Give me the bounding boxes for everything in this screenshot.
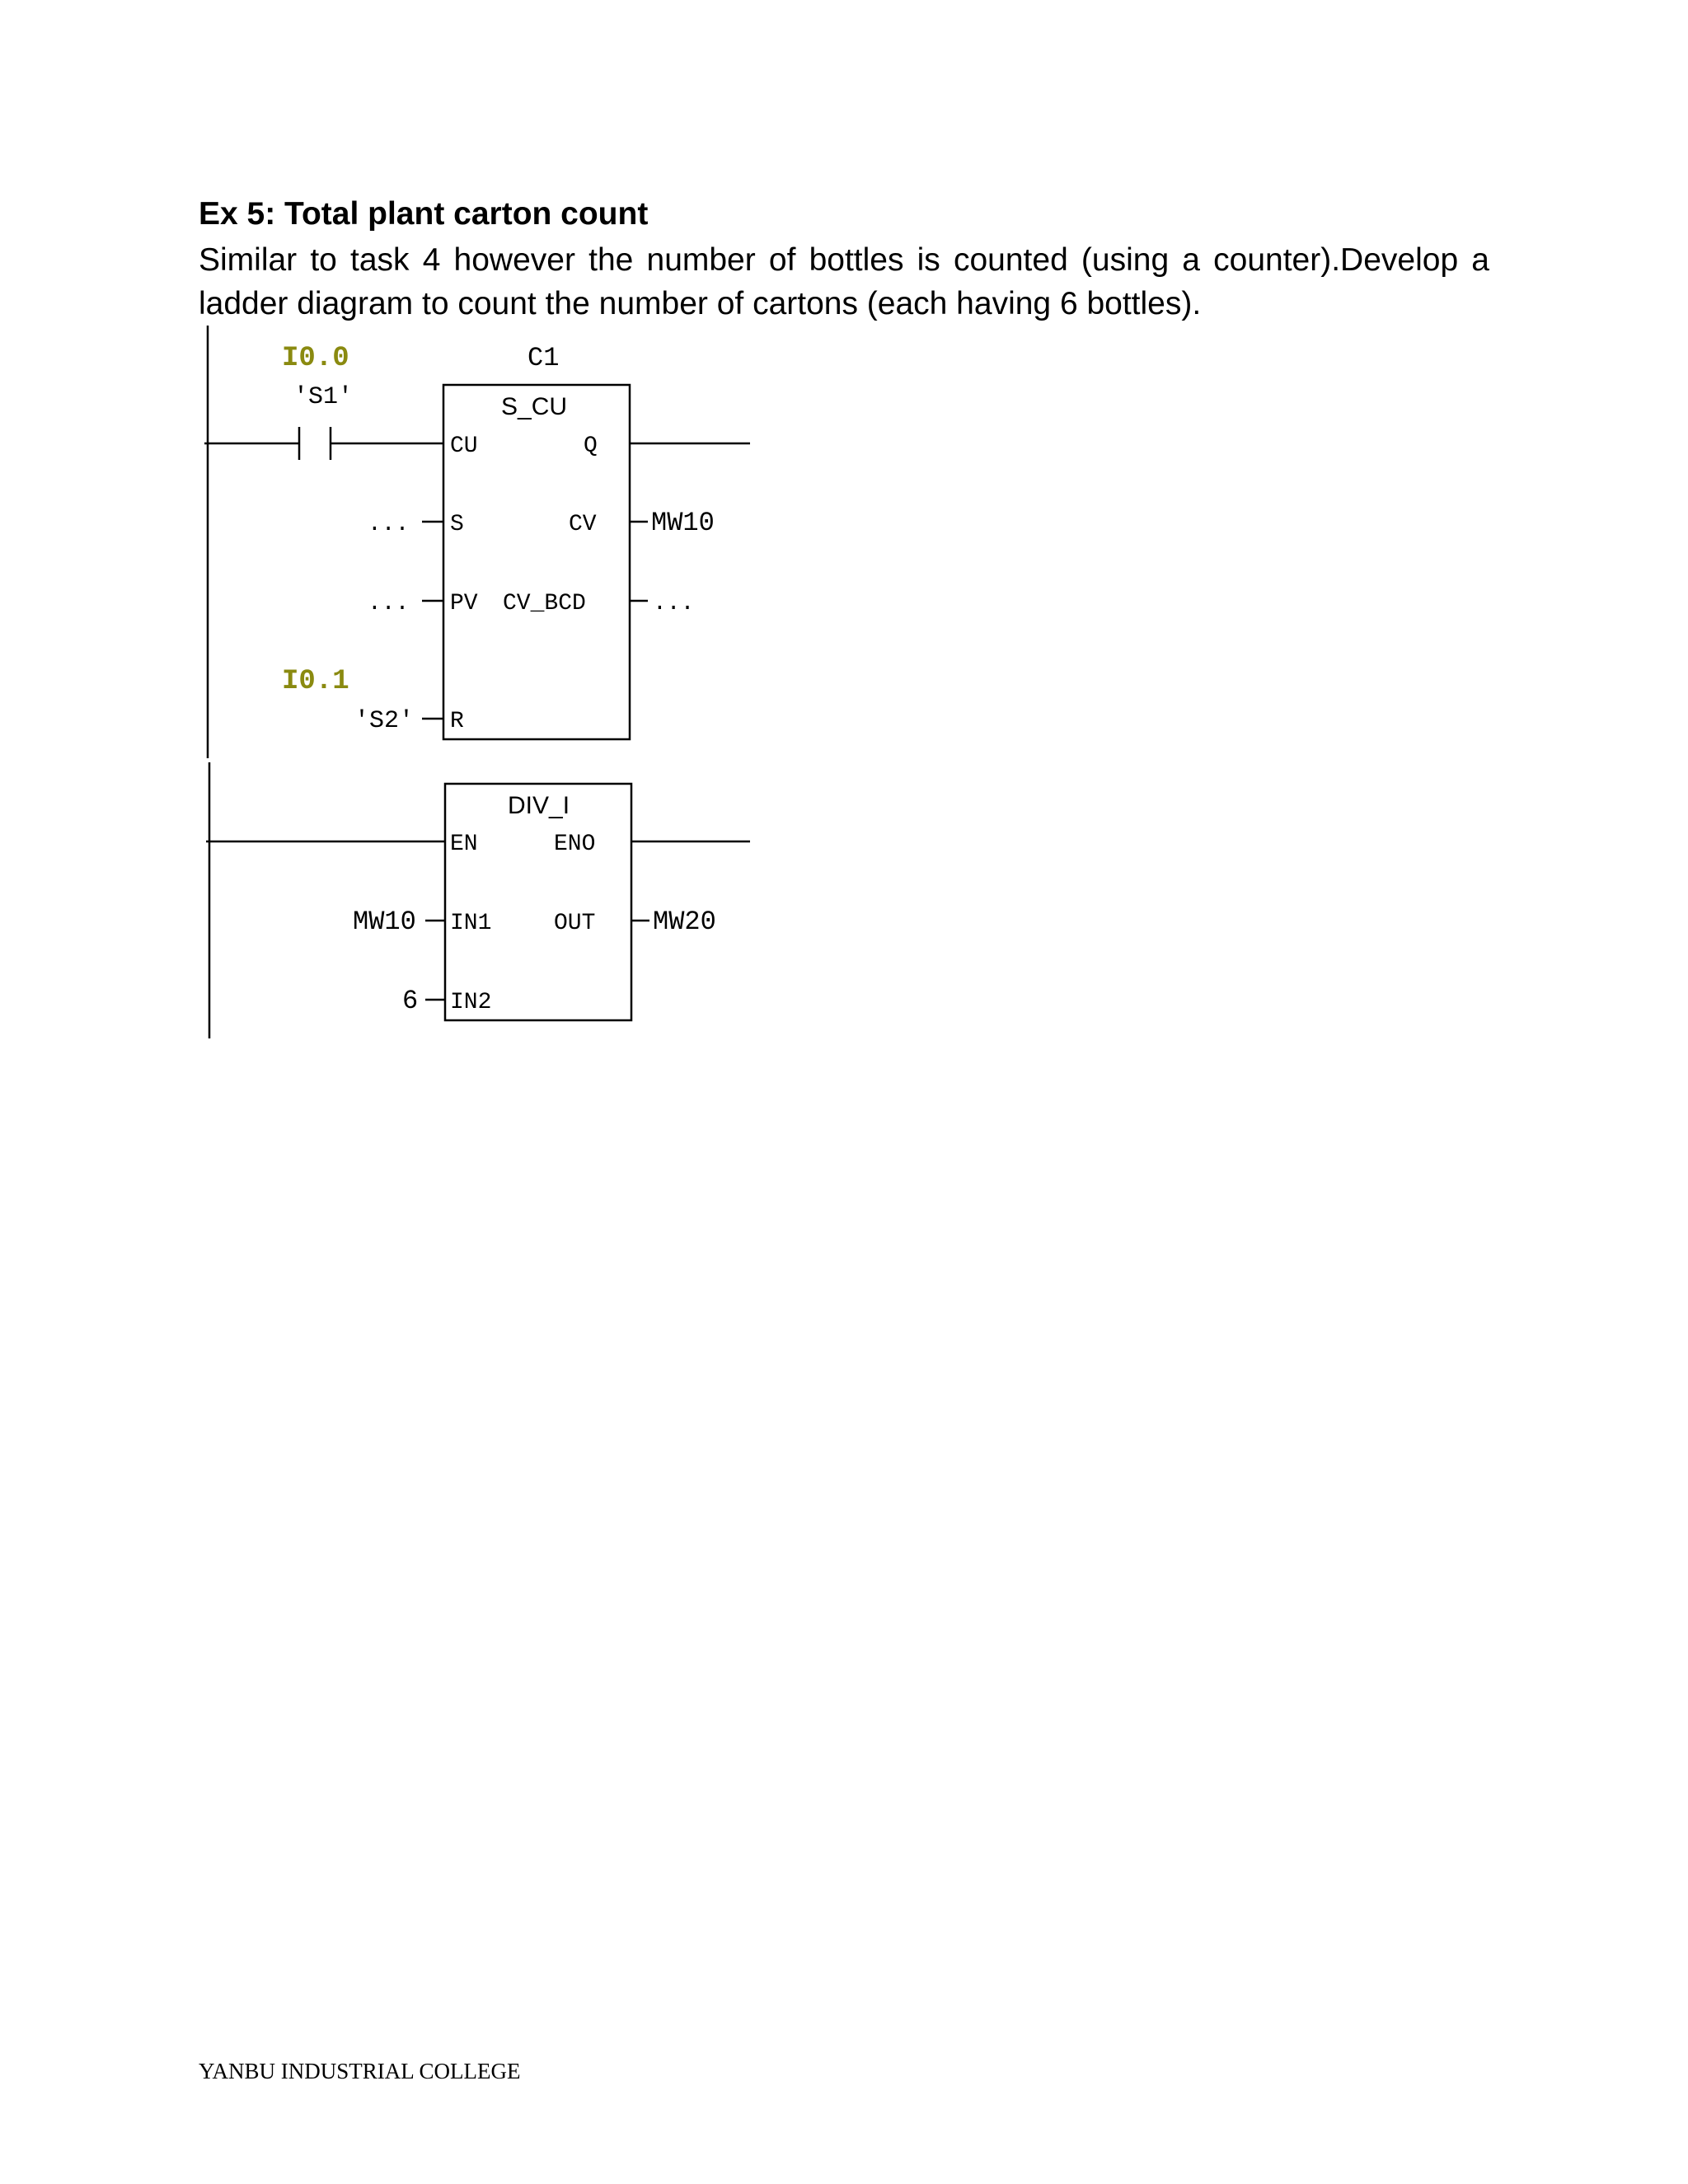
counter-name: C1 [528,343,560,373]
pin-q: Q [584,434,598,459]
cv-bcd-value: ... [653,591,695,616]
reset-address-i01: I0.1 [282,666,349,697]
pin-cv-bcd: CV_BCD [503,591,586,616]
pin-en: EN [450,832,478,857]
in2-value: 6 [402,986,419,1016]
out-value: MW20 [653,907,716,937]
in1-value: MW10 [353,907,416,937]
divide-block-div-i [445,784,631,1020]
reset-symbol-s2: 'S2' [354,707,415,735]
pin-cu: CU [450,434,478,459]
page-footer: YANBU INDUSTRIAL COLLEGE [199,2059,521,2083]
contact-address-i00: I0.0 [282,343,349,374]
cv-value: MW10 [651,508,715,538]
pin-pv: PV [450,591,478,616]
pin-in2: IN2 [450,990,492,1015]
pin-in1: IN1 [450,911,492,936]
exercise-title: Ex 5: Total plant carton count [199,196,649,232]
pin-eno: ENO [554,832,596,857]
pin-out: OUT [554,911,596,936]
pin-cv: CV [569,512,597,537]
pin-r: R [450,709,464,734]
pin-s: S [450,512,464,537]
contact-symbol-s1: 'S1' [293,383,354,411]
counter-block-type: S_CU [501,393,568,420]
exercise-description: Similar to task 4 however the number of bottles is counted (using a counter).Develop a ladder diagram to count the number of cartons (each having 6 bottles). [199,242,1489,321]
pv-value: ... [368,591,410,616]
s-value: ... [368,512,410,537]
divide-block-type: DIV_I [508,792,570,819]
